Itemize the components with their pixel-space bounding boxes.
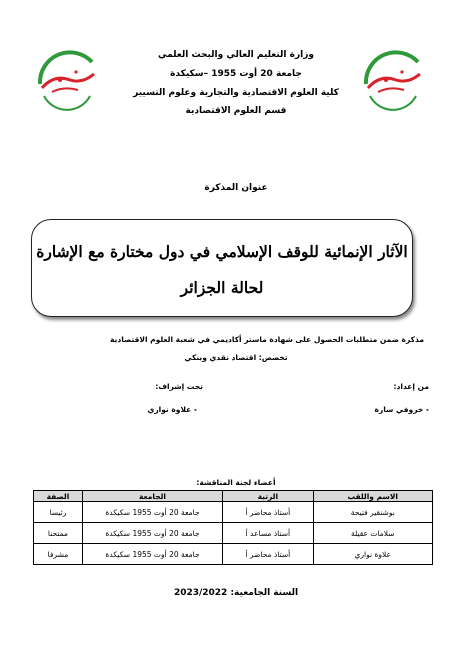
memo-label: عنوان المذكرة — [204, 183, 268, 193]
prepared-by-name: - خروفي سارة — [374, 405, 429, 414]
header-university: الجامعة — [82, 491, 222, 502]
prepared-by-label: من إعداد: — [393, 382, 429, 391]
jury-name: سلامات عقيلة — [313, 523, 432, 544]
academic-year: السنة الجامعية: 2023/2022 — [173, 588, 299, 598]
jury-rank: أستاذ محاضر أ — [223, 502, 313, 523]
table-row — [34, 544, 433, 565]
title-box — [31, 219, 413, 317]
jury-role: ممتحنا — [34, 523, 83, 544]
jury-table — [33, 490, 433, 565]
requirement-text: مذكرة ضمن متطلبات الحصول على شهادة ماستر أكاديمي في شعبة العلوم الاقتصادية — [110, 335, 424, 344]
jury-name: بوشنقير فتيحة — [313, 502, 432, 523]
table-row — [34, 502, 433, 523]
table-row — [34, 523, 433, 544]
jury-header-row — [34, 491, 433, 502]
jury-label: أعضاء لجنة المناقشة: — [196, 478, 276, 487]
jury-role: رئيسا — [34, 502, 83, 523]
faculty-line: كلية العلوم الاقتصادية والتجارية وعلوم التسيير — [133, 88, 339, 98]
jury-university: جامعة 20 أوت 1955 سكيكدة — [82, 544, 222, 565]
title-line-1: الآثار الإنمائية للوقف الإسلامي في دول مختارة مع الإشارة — [36, 242, 408, 261]
header-role: الصفة — [34, 491, 83, 502]
jury-university: جامعة 20 أوت 1955 سكيكدة — [82, 523, 222, 544]
supervised-by-label: تحت إشراف: — [155, 382, 203, 391]
jury-name: علاوة نواري — [313, 544, 432, 565]
department-line: قسم العلوم الاقتصادية — [185, 106, 287, 116]
header-name: الاسم واللقب — [313, 491, 432, 502]
jury-role: مشرفا — [34, 544, 83, 565]
specialty-text: تخصص: اقتصاد نقدي وبنكي — [184, 353, 288, 362]
jury-rank: أستاذ محاضر أ — [223, 544, 313, 565]
header-rank: الرتبة — [223, 491, 313, 502]
ministry-line: وزارة التعليم العالي والبحث العلمي — [157, 50, 315, 60]
jury-rank: أستاذ مساعد أ — [223, 523, 313, 544]
jury-university: جامعة 20 أوت 1955 سكيكدة — [82, 502, 222, 523]
title-line-2: لحالة الجزائر — [180, 278, 264, 297]
university-line: جامعة 20 أوت 1955 –سكيكدة — [170, 69, 302, 79]
supervised-by-name: - علاوة نواري — [147, 405, 197, 414]
